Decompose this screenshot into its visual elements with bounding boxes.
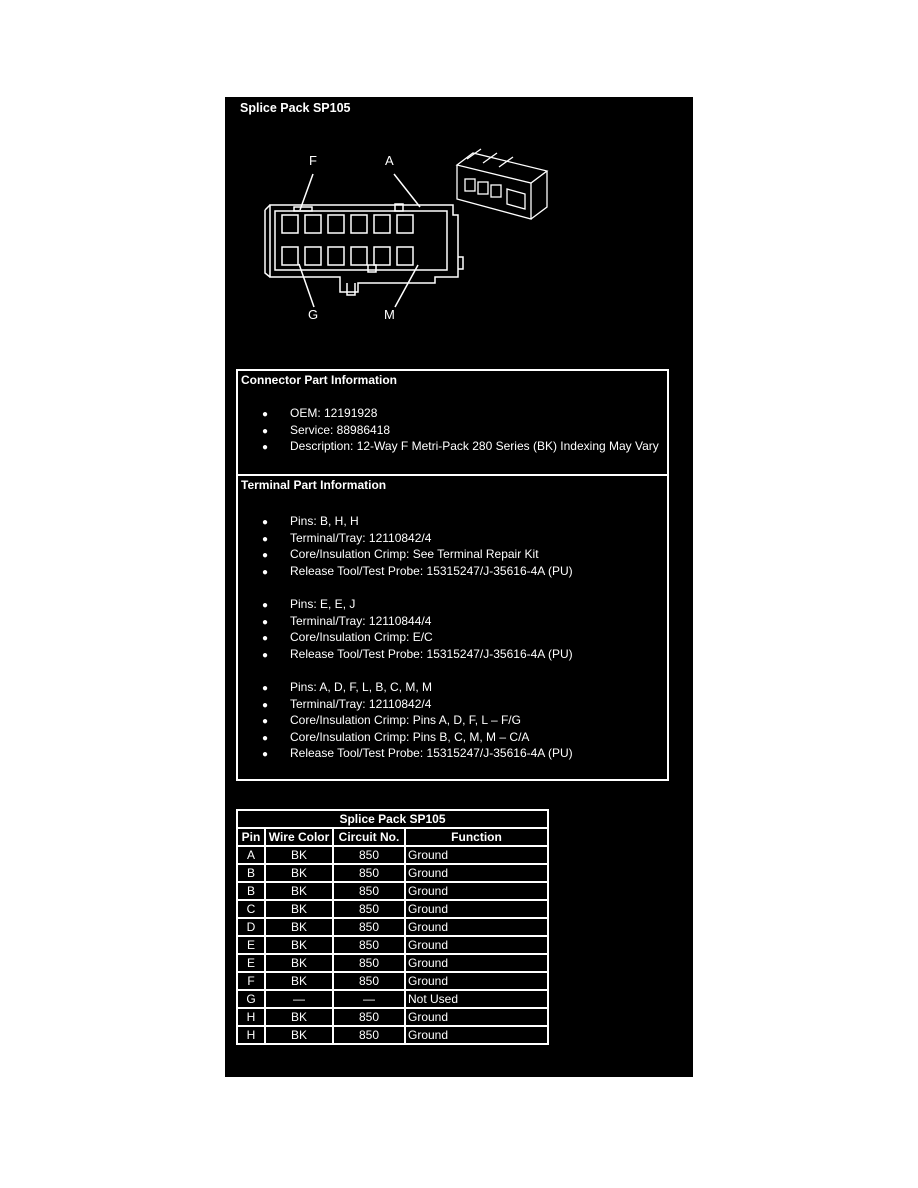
table-row <box>237 972 548 990</box>
splice-pack-panel <box>225 97 693 1077</box>
terminal-part-info-title: Terminal Part Information <box>241 478 387 492</box>
table-row <box>237 1008 548 1026</box>
table-row <box>237 1026 548 1044</box>
pin-cell: G <box>237 990 265 1008</box>
panel-title: Splice Pack SP105 <box>240 101 351 115</box>
pin-cell: C <box>237 900 265 918</box>
circuit-cell: 850 <box>333 900 405 918</box>
wire-color-cell: BK <box>265 936 333 954</box>
circuit-cell: 850 <box>333 918 405 936</box>
terminal-part-info-box <box>236 474 669 781</box>
wire-color-cell: BK <box>265 882 333 900</box>
table-row <box>237 900 548 918</box>
table-row <box>237 936 548 954</box>
circuit-cell: 850 <box>333 972 405 990</box>
circuit-cell: 850 <box>333 954 405 972</box>
function-cell: Ground <box>405 882 548 900</box>
function-cell: Not Used <box>405 990 548 1008</box>
pin-cell: B <box>237 882 265 900</box>
connector-body <box>265 205 463 295</box>
circuit-cell: — <box>333 990 405 1008</box>
wire-color-cell: BK <box>265 846 333 864</box>
table-title: Splice Pack SP105 <box>237 810 548 828</box>
list-item: ● Description: 12-Way F Metri-Pack 280 Series (BK) Indexing May Vary <box>262 439 659 453</box>
wire-color-cell: — <box>265 990 333 1008</box>
circuit-cell: 850 <box>333 846 405 864</box>
leader-lines <box>299 174 420 307</box>
column-header: Circuit No. <box>333 828 405 846</box>
connector-isometric-view <box>457 149 547 219</box>
table-row <box>237 990 548 1008</box>
list-item: ● Core/Insulation Crimp: See Terminal Repair Kit <box>262 547 539 561</box>
column-header: Wire Color <box>265 828 333 846</box>
list-item: ● Core/Insulation Crimp: E/C <box>262 630 433 644</box>
column-header: Function <box>405 828 548 846</box>
connector-diagram <box>225 97 693 357</box>
pin-cell: E <box>237 936 265 954</box>
pin-table <box>236 809 549 1045</box>
connector-part-info-title: Connector Part Information <box>241 373 398 387</box>
wire-color-cell: BK <box>265 1008 333 1026</box>
function-cell: Ground <box>405 846 548 864</box>
table-row <box>237 954 548 972</box>
circuit-cell: 850 <box>333 936 405 954</box>
list-item: ● Terminal/Tray: 12110844/4 <box>262 613 432 628</box>
connector-part-info-box <box>236 369 669 476</box>
pin-cell: H <box>237 1026 265 1044</box>
function-cell: Ground <box>405 900 548 918</box>
function-cell: Ground <box>405 972 548 990</box>
list-item: ● Release Tool/Test Probe: 15315247/J-35616-4A (PU) <box>262 746 573 760</box>
list-item: ● Terminal/Tray: 12110842/4 <box>262 530 432 545</box>
list-item: ● Pins: E, E, J <box>262 597 356 611</box>
list-item: ● Core/Insulation Crimp: Pins B, C, M, M – C/A <box>262 729 530 744</box>
function-cell: Ground <box>405 864 548 882</box>
function-cell: Ground <box>405 918 548 936</box>
table-row <box>237 864 548 882</box>
pin-cell: D <box>237 918 265 936</box>
list-item: ● Release Tool/Test Probe: 15315247/J-35616-4A (PU) <box>262 646 573 661</box>
list-item: ● Terminal/Tray: 12110842/4 <box>262 696 432 711</box>
table-row <box>237 918 548 936</box>
pin-label-g: G <box>308 307 319 322</box>
circuit-cell: 850 <box>333 882 405 900</box>
wire-color-cell: BK <box>265 864 333 882</box>
pin-cell: F <box>237 972 265 990</box>
table-row <box>237 846 548 864</box>
list-item: ● Release Tool/Test Probe: 15315247/J-35616-4A (PU) <box>262 563 573 578</box>
function-cell: Ground <box>405 1026 548 1044</box>
table-row <box>237 882 548 900</box>
wire-color-cell: BK <box>265 900 333 918</box>
circuit-cell: 850 <box>333 864 405 882</box>
list-item: ● OEM: 12191928 <box>262 406 378 420</box>
list-item: ● Service: 88986418 <box>262 422 391 437</box>
column-header: Pin <box>237 828 265 846</box>
cavities <box>282 204 413 272</box>
circuit-cell: 850 <box>333 1008 405 1026</box>
pin-cell: E <box>237 954 265 972</box>
pin-label-a: A <box>385 153 394 168</box>
wire-color-cell: BK <box>265 972 333 990</box>
pin-label-m: M <box>384 307 395 322</box>
wire-color-cell: BK <box>265 954 333 972</box>
list-item: ● Pins: B, H, H <box>262 514 359 528</box>
pin-label-f: F <box>309 153 317 168</box>
wire-color-cell: BK <box>265 918 333 936</box>
function-cell: Ground <box>405 936 548 954</box>
wire-color-cell: BK <box>265 1026 333 1044</box>
table-title-row <box>237 810 548 828</box>
circuit-cell: 850 <box>333 1026 405 1044</box>
list-item: ● Core/Insulation Crimp: Pins A, D, F, L – F/G <box>262 713 521 727</box>
pin-cell: A <box>237 846 265 864</box>
pin-cell: H <box>237 1008 265 1026</box>
list-item: ● Pins: A, D, F, L, B, C, M, M <box>262 680 433 694</box>
pin-cell: B <box>237 864 265 882</box>
table-header-row <box>237 828 548 846</box>
function-cell: Ground <box>405 1008 548 1026</box>
function-cell: Ground <box>405 954 548 972</box>
